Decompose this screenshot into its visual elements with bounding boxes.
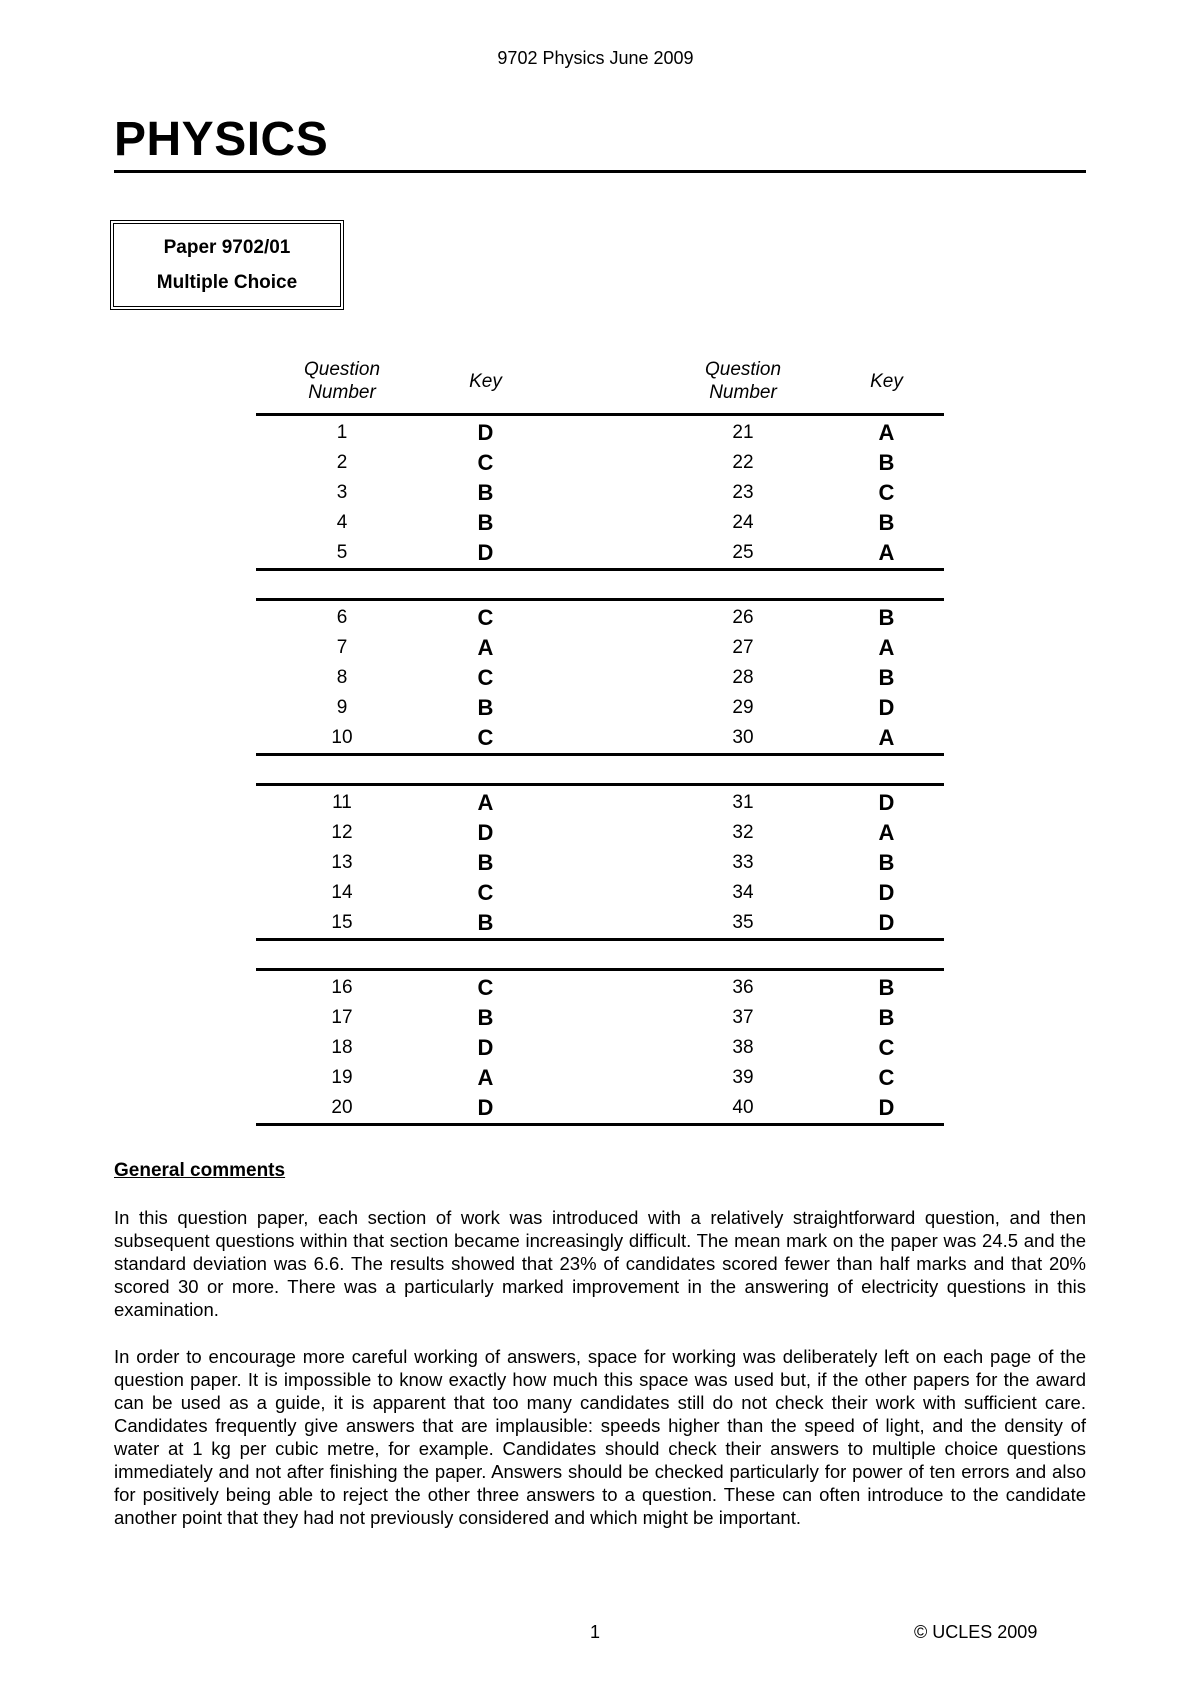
answer-key-row — [256, 508, 944, 538]
column-gap — [543, 508, 657, 538]
answer-key-row — [256, 1033, 944, 1063]
question-number-cell: 13 — [331, 852, 353, 873]
answer-key-cell: D — [428, 1093, 543, 1125]
question-number-cell: 7 — [336, 637, 348, 658]
question-number-cell: 11 — [332, 792, 352, 813]
general-comments-paragraph: In this question paper, each section of work was introduced with a relatively straightforward question, and then subsequent questions within that section became increasingly difficult. The mean mark on the paper was 24.5 and the standard deviation was 6.6. The results showed that 23% of candidates scored fewer than half marks and that 20% scored 30 or more. There was a particularly marked improvement in the answering of electricity questions in this examination. — [114, 1207, 1086, 1320]
page-title: PHYSICS — [114, 113, 329, 166]
column-gap — [543, 818, 657, 848]
question-number-cell: 38 — [732, 1037, 754, 1058]
column-gap — [543, 1033, 657, 1063]
answer-key-cell: C — [477, 450, 494, 475]
column-gap — [543, 693, 657, 723]
column-gap — [543, 1093, 657, 1125]
answer-key-cell: C — [477, 605, 494, 630]
answer-key-cell: B — [428, 908, 543, 940]
answer-key-cell: B — [878, 975, 895, 1000]
answer-key-row — [256, 970, 944, 1004]
answer-key-table — [256, 352, 944, 1126]
answer-key-row — [256, 415, 944, 449]
answer-key-row — [256, 848, 944, 878]
column-gap — [543, 785, 657, 819]
question-number-cell: 10 — [256, 723, 428, 755]
general-comments-heading: General comments — [114, 1160, 286, 1181]
column-gap — [543, 878, 657, 908]
answer-key-row — [256, 633, 944, 663]
question-number-cell: 17 — [331, 1007, 353, 1028]
answer-key-cell: C — [878, 1035, 895, 1060]
answer-key-cell: B — [477, 695, 494, 720]
answer-key-header-row — [256, 352, 944, 415]
answer-key-cell: D — [428, 538, 543, 570]
answer-key-body — [256, 415, 944, 1125]
answer-key-cell: A — [878, 820, 895, 845]
answer-key-cell: B — [477, 480, 494, 505]
question-number-cell: 32 — [732, 822, 754, 843]
column-gap — [543, 1063, 657, 1093]
answer-key-cell: D — [829, 908, 944, 940]
answer-key-cell: A — [829, 723, 944, 755]
question-number-header: Question Number — [657, 352, 829, 415]
question-number-cell: 20 — [256, 1093, 428, 1125]
answer-key-row — [256, 448, 944, 478]
answer-key-cell: C — [477, 665, 494, 690]
column-gap — [543, 538, 657, 570]
answer-key-row — [256, 600, 944, 634]
question-number-cell: 36 — [732, 977, 754, 998]
group-separator — [256, 940, 944, 970]
answer-key-cell: B — [477, 850, 494, 875]
question-number-cell: 39 — [732, 1067, 754, 1088]
answer-key-cell: A — [477, 1065, 494, 1090]
answer-key-cell: C — [477, 880, 494, 905]
question-number-cell: 12 — [331, 822, 353, 843]
answer-key-cell: B — [878, 450, 895, 475]
question-number-cell: 34 — [732, 882, 754, 903]
paper-code: Paper 9702/01 — [163, 237, 291, 258]
answer-key-cell: B — [477, 510, 494, 535]
column-gap — [543, 723, 657, 755]
answer-key-row — [256, 785, 944, 819]
key-header: Key — [829, 352, 944, 415]
answer-key-row — [256, 663, 944, 693]
question-number-cell: 31 — [732, 792, 754, 813]
column-gap — [543, 448, 657, 478]
title-rule — [114, 170, 1086, 173]
question-number-cell: 27 — [732, 637, 754, 658]
question-number-cell: 37 — [732, 1007, 754, 1028]
key-header: Key — [428, 352, 543, 415]
group-separator-cell — [256, 570, 944, 600]
group-separator-cell — [256, 755, 944, 785]
question-number-cell: 3 — [336, 482, 348, 503]
column-gap — [543, 600, 657, 634]
question-number-cell: 18 — [331, 1037, 353, 1058]
column-gap — [543, 415, 657, 449]
general-comments-paragraph: In order to encourage more careful working of answers, space for working was deliberately left on each page of the question paper. It is impossible to know exactly how much this space was used but, if the other papers for the award can be used as a guide, it is apparent that too many candidates still do not check their work with sufficient care. Candidates frequently give answers that are implausible: speeds higher than the speed of light, and the density of water at 1 kg per cubic metre, for example. Candidates should check their answers to multiple choice questions immediately and not after finishing the paper. Answers should be checked particularly for power of ten errors and also for positively being able to reject the other three answers to a question. These can often introduce to the candidate another point that they had not previously considered and which might be important. — [114, 1346, 1086, 1528]
answer-key-cell: A — [477, 635, 494, 660]
column-gap — [543, 478, 657, 508]
page-header: 9702 Physics June 2009 — [497, 48, 694, 68]
question-number-cell: 19 — [331, 1067, 353, 1088]
answer-key-row — [256, 1003, 944, 1033]
answer-key-cell: D — [878, 790, 895, 815]
copyright-notice: © UCLES 2009 — [914, 1622, 1038, 1642]
question-number-cell: 40 — [657, 1093, 829, 1125]
column-gap — [543, 352, 657, 415]
answer-key-cell: D — [477, 420, 494, 445]
column-gap — [543, 908, 657, 940]
question-number-cell: 35 — [657, 908, 829, 940]
answer-key-cell: B — [477, 1005, 494, 1030]
answer-key-row — [256, 1063, 944, 1093]
group-separator — [256, 570, 944, 600]
answer-key-cell: B — [878, 605, 895, 630]
answer-key-row — [256, 1093, 944, 1125]
question-number-cell: 1 — [336, 422, 348, 443]
group-separator — [256, 755, 944, 785]
answer-key-cell: A — [477, 790, 494, 815]
question-number-cell: 29 — [732, 697, 754, 718]
question-number-cell: 25 — [657, 538, 829, 570]
answer-key-cell: C — [428, 723, 543, 755]
answer-key-row — [256, 693, 944, 723]
answer-key-cell: D — [829, 1093, 944, 1125]
answer-key-row — [256, 878, 944, 908]
question-number-cell: 22 — [732, 452, 754, 473]
answer-key-cell: B — [878, 665, 895, 690]
question-number-cell: 2 — [336, 452, 348, 473]
group-separator-cell — [256, 940, 944, 970]
answer-key-cell: D — [477, 820, 494, 845]
answer-key-row — [256, 538, 944, 570]
column-gap — [543, 663, 657, 693]
answer-key-cell: A — [878, 420, 895, 445]
answer-key-cell: D — [878, 880, 895, 905]
answer-key-cell: C — [878, 1065, 895, 1090]
question-number-cell: 15 — [256, 908, 428, 940]
column-gap — [543, 848, 657, 878]
column-gap — [543, 1003, 657, 1033]
question-number-cell: 16 — [331, 977, 353, 998]
question-number-cell: 5 — [256, 538, 428, 570]
answer-key-cell: B — [878, 1005, 895, 1030]
paper-type: Multiple Choice — [156, 272, 298, 293]
column-gap — [543, 970, 657, 1004]
answer-key-row — [256, 908, 944, 940]
question-number-cell: 26 — [732, 607, 754, 628]
answer-key-row — [256, 818, 944, 848]
question-number-cell: 21 — [732, 422, 754, 443]
answer-key-cell: B — [878, 510, 895, 535]
page-number: 1 — [590, 1622, 601, 1642]
question-number-cell: 33 — [732, 852, 754, 873]
answer-key-cell: D — [878, 695, 895, 720]
question-number-cell: 28 — [732, 667, 754, 688]
answer-key-cell: C — [477, 975, 494, 1000]
question-number-header: Question Number — [256, 352, 428, 415]
answer-key-cell: D — [477, 1035, 494, 1060]
question-number-cell: 30 — [657, 723, 829, 755]
column-gap — [543, 633, 657, 663]
answer-key-row — [256, 478, 944, 508]
paper-info-box — [110, 220, 344, 310]
question-number-cell: 6 — [336, 607, 348, 628]
question-number-cell: 23 — [732, 482, 754, 503]
question-number-cell: 14 — [331, 882, 353, 903]
question-number-cell: 4 — [336, 512, 348, 533]
answer-key-cell: B — [878, 850, 895, 875]
answer-key-cell: C — [878, 480, 895, 505]
answer-key-row — [256, 723, 944, 755]
question-number-cell: 24 — [732, 512, 754, 533]
answer-key-cell: A — [829, 538, 944, 570]
question-number-cell: 9 — [336, 697, 348, 718]
answer-key-cell: A — [878, 635, 895, 660]
question-number-cell: 8 — [336, 667, 348, 688]
